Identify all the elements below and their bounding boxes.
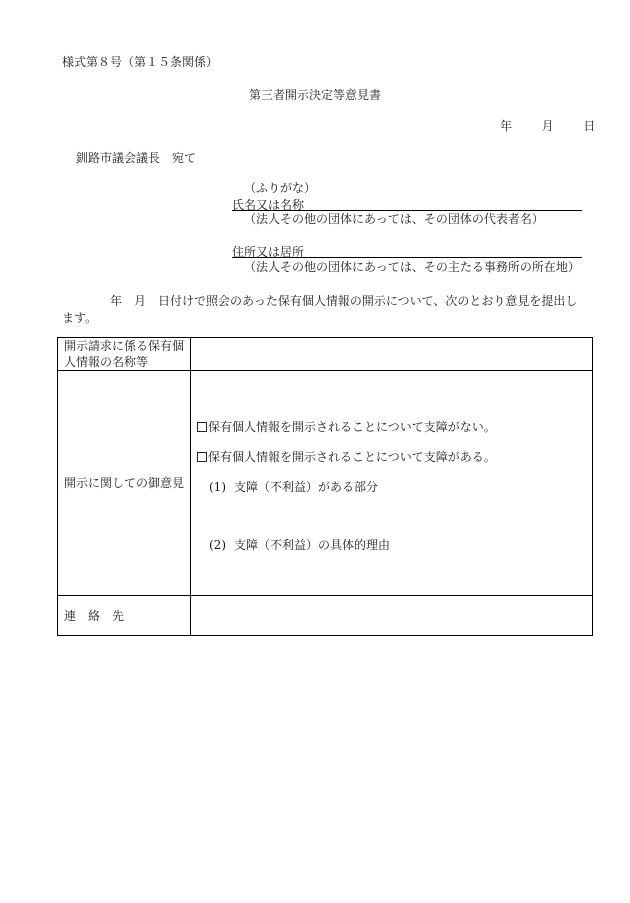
sub-item-number: (1)	[209, 480, 226, 494]
option-objection-label: 保有個人情報を開示されることについて支障がある。	[208, 450, 496, 464]
name-note: （法人その他の団体にあっては、その団体の代表者名）	[244, 212, 544, 226]
statement-paragraph	[62, 293, 592, 327]
checkbox-icon[interactable]	[197, 452, 207, 462]
sub-item-label: 支障（不利益）の具体的理由	[234, 538, 391, 552]
contact-label	[58, 596, 191, 636]
objection-reason-item	[209, 537, 390, 553]
document-title: 第三者開示決定等意見書	[248, 88, 381, 102]
furigana-label: （ふりがな）	[244, 181, 317, 195]
option-no-objection-label: 保有個人情報を開示されることについて支障がない。	[208, 420, 496, 434]
date-line	[500, 120, 595, 132]
statement-text: 年 月 日付けで照会のあった保有個人情報の開示について、次のとおり意見を提出し	[110, 294, 578, 308]
name-field-line[interactable]	[232, 210, 582, 211]
address-note: （法人その他の団体にあっては、その主たる事務所の所在地）	[244, 260, 580, 274]
sub-item-label: 支障（不利益）がある部分	[234, 480, 379, 494]
date-year: 年	[500, 119, 513, 133]
date-month: 月	[541, 119, 554, 133]
addressee	[76, 152, 196, 164]
option-objection[interactable]	[197, 449, 496, 465]
checkbox-icon[interactable]	[197, 422, 207, 432]
date-day: 日	[583, 119, 596, 133]
contact-label-char: 絡	[88, 608, 101, 623]
statement-continuation: ます。	[62, 311, 98, 325]
table-row	[58, 338, 593, 371]
info-name-label: 開示請求に係る保有個人情報の名称等	[58, 338, 191, 371]
info-name-cell[interactable]	[191, 338, 593, 371]
form-number: 様式第８号（第１５条関係）	[62, 55, 219, 69]
option-no-objection[interactable]	[197, 419, 496, 435]
contact-cell[interactable]	[191, 596, 593, 636]
objection-part-item	[209, 479, 378, 495]
addressee-name: 釧路市議会議長	[76, 151, 161, 165]
contact-label-char: 連	[64, 608, 77, 623]
addressee-honorific: 宛て	[172, 151, 197, 165]
contact-label-char: 先	[112, 608, 125, 623]
opinion-table	[57, 337, 593, 636]
table-row	[58, 596, 593, 636]
table-row	[58, 371, 593, 596]
name-label: 氏名又は名称	[232, 198, 305, 212]
address-label: 住所又は居所	[232, 245, 305, 259]
opinion-cell	[191, 371, 593, 596]
sub-item-number: (2)	[209, 538, 226, 552]
address-field-line[interactable]	[232, 257, 582, 258]
opinion-label: 開示に関しての御意見	[58, 371, 191, 596]
